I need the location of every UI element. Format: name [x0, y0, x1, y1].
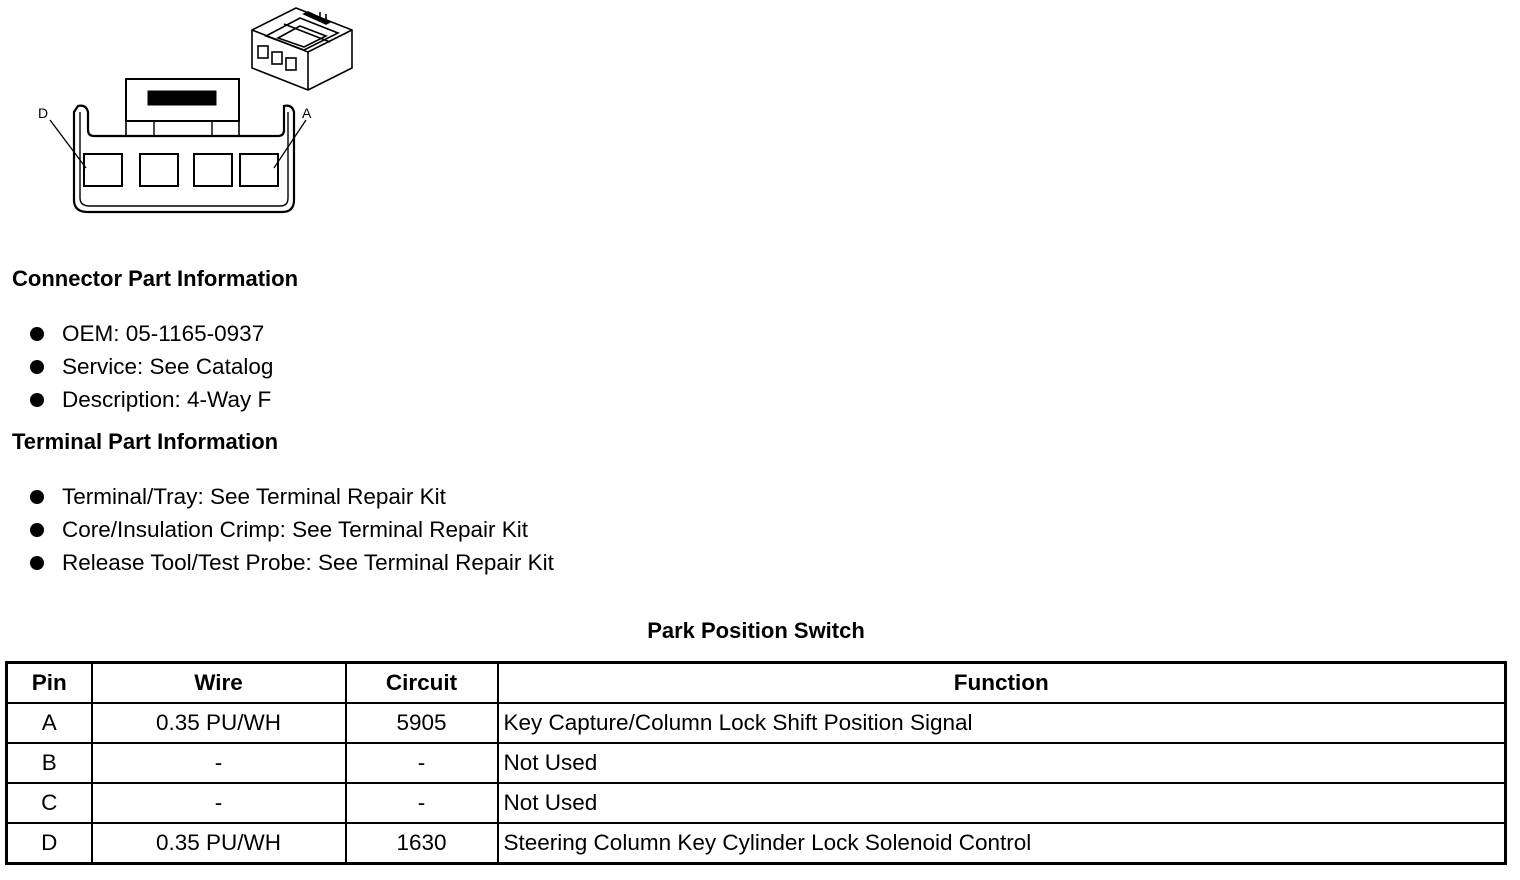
bullet-icon: [30, 327, 44, 341]
cell-function: Key Capture/Column Lock Shift Position Signal: [498, 703, 1506, 743]
cavity-c: [140, 154, 178, 186]
header-function: Function: [498, 663, 1506, 704]
cavity-b: [194, 154, 232, 186]
terminal-part-heading: Terminal Part Information: [12, 429, 279, 454]
table-row: [7, 743, 1506, 783]
list-item: Service: See Catalog: [28, 350, 273, 383]
pin-label-a: A: [302, 105, 312, 121]
cavity-a: [240, 154, 278, 186]
bullet-icon: [30, 360, 44, 374]
table-title: Park Position Switch: [647, 618, 865, 643]
cell-pin: C: [7, 783, 92, 823]
bullet-icon: [30, 490, 44, 504]
terminal-part-list: [28, 480, 554, 579]
header-wire: Wire: [92, 663, 346, 704]
list-item: OEM: 05-1165-0937: [28, 317, 273, 350]
cell-wire: 0.35 PU/WH: [92, 703, 346, 743]
leader-line-a: [274, 120, 306, 168]
cell-function: Not Used: [498, 743, 1506, 783]
pin-label-d: D: [38, 105, 49, 121]
cell-pin: D: [7, 823, 92, 864]
table-header-row: [7, 663, 1506, 704]
connector-part-heading: Connector Part Information: [12, 266, 299, 291]
connector-front-view: [50, 79, 306, 212]
connector-3d-icon: [252, 8, 352, 90]
header-circuit: Circuit: [346, 663, 498, 704]
list-item: Description: 4-Way F: [28, 383, 273, 416]
table-row: [7, 783, 1506, 823]
connector-part-list: [28, 317, 273, 416]
cell-wire: -: [92, 743, 346, 783]
cell-function: Steering Column Key Cylinder Lock Solenoid Control: [498, 823, 1506, 864]
cavity-d: [84, 154, 122, 186]
cell-pin: B: [7, 743, 92, 783]
bullet-icon: [30, 393, 44, 407]
list-item: Terminal/Tray: See Terminal Repair Kit: [28, 480, 554, 513]
cell-wire: -: [92, 783, 346, 823]
table-row: [7, 703, 1506, 743]
cell-circuit: -: [346, 783, 498, 823]
bullet-icon: [30, 523, 44, 537]
list-item: Core/Insulation Crimp: See Terminal Repair Kit: [28, 513, 554, 546]
bullet-icon: [30, 556, 44, 570]
cell-circuit: 5905: [346, 703, 498, 743]
cell-function: Not Used: [498, 783, 1506, 823]
cell-circuit: 1630: [346, 823, 498, 864]
cell-circuit: -: [346, 743, 498, 783]
list-item: Release Tool/Test Probe: See Terminal Repair Kit: [28, 546, 554, 579]
table-row: [7, 823, 1506, 864]
header-pin: Pin: [7, 663, 92, 704]
connector-diagram: [30, 0, 370, 225]
cell-wire: 0.35 PU/WH: [92, 823, 346, 864]
pin-table: [5, 661, 1507, 865]
cell-pin: A: [7, 703, 92, 743]
